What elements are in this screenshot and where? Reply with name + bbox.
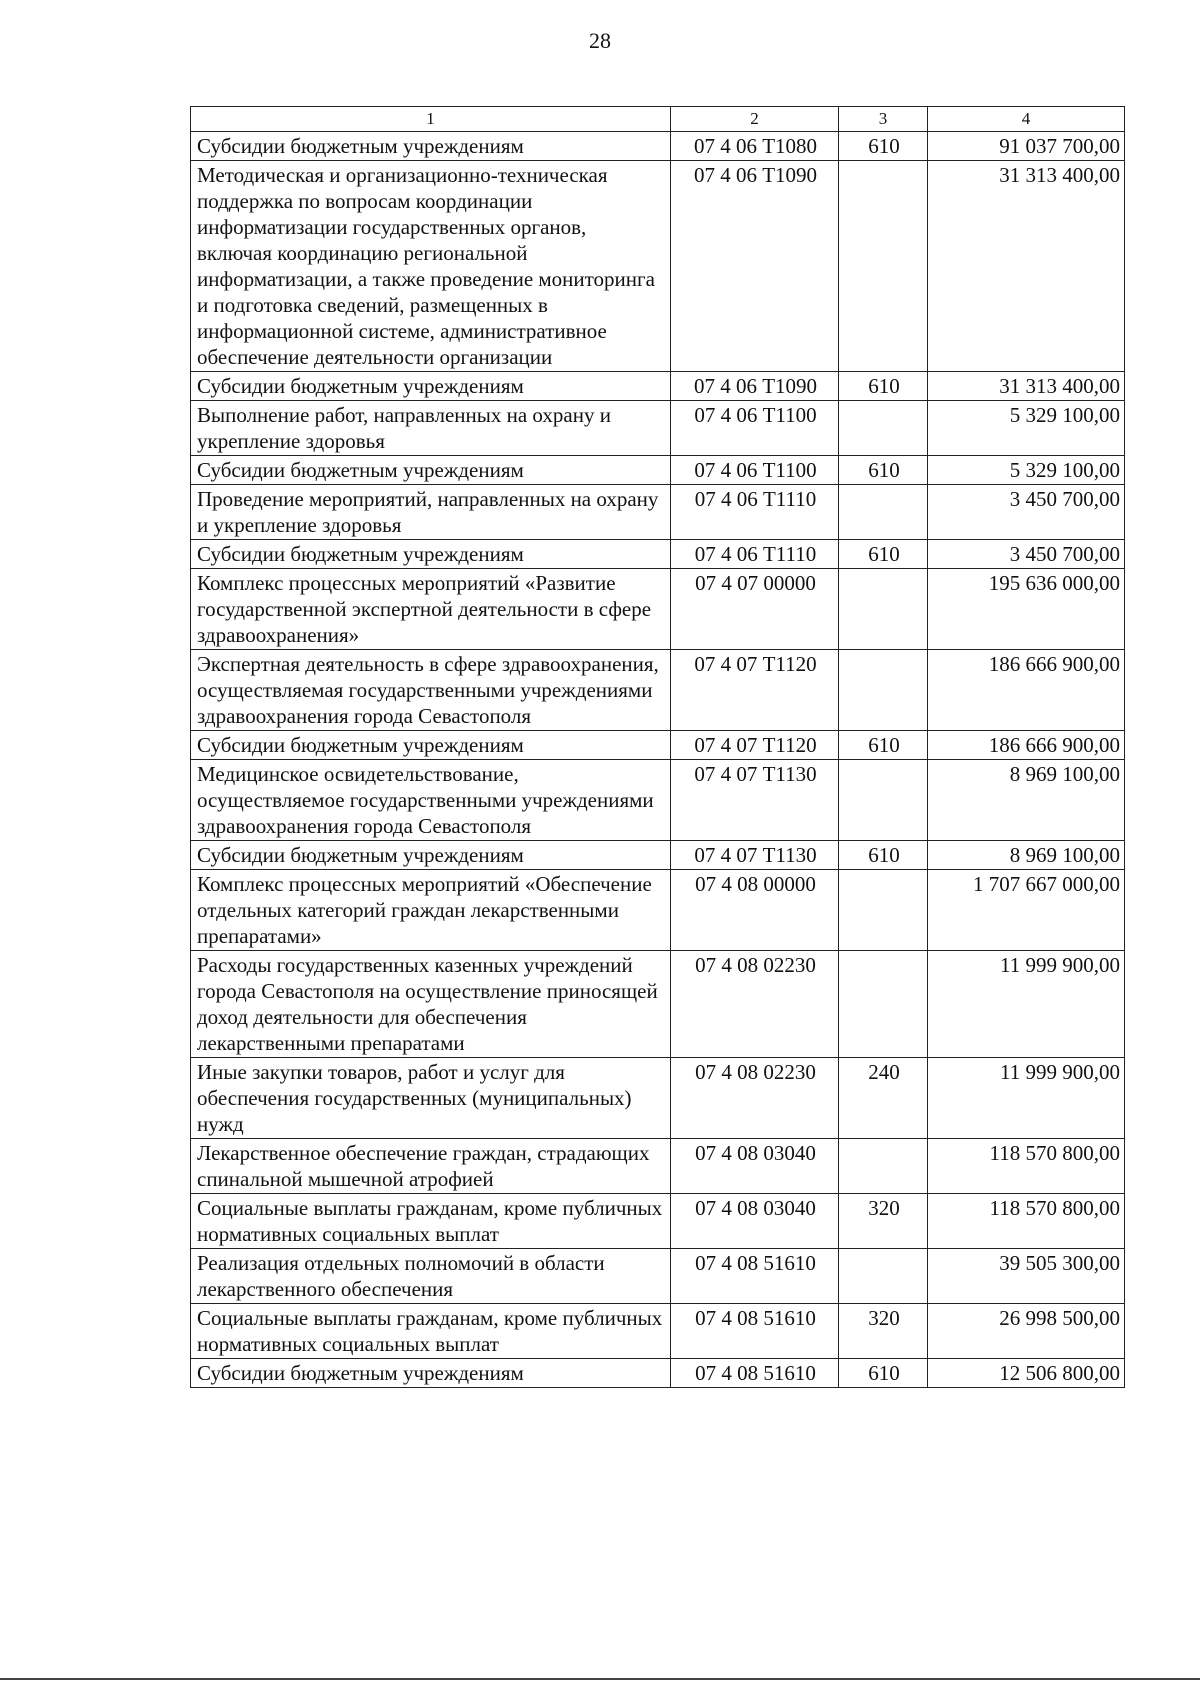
table-row	[191, 951, 1125, 1058]
name-cell: Субсидии бюджетным учреждениям	[191, 841, 671, 870]
code-cell: 07 4 06 Т1080	[671, 132, 839, 161]
amount-cell: 8 969 100,00	[928, 760, 1125, 841]
expense-type-cell: 610	[839, 132, 928, 161]
code-cell: 07 4 06 Т1110	[671, 485, 839, 540]
expense-type-cell	[839, 401, 928, 456]
table-row	[191, 485, 1125, 540]
expense-type-cell: 610	[839, 1359, 928, 1388]
name-cell: Реализация отдельных полномочий в области лекарственного обеспечения	[191, 1249, 671, 1304]
table-row	[191, 650, 1125, 731]
budget-table	[190, 106, 1125, 1388]
expense-type-cell	[839, 1139, 928, 1194]
code-cell: 07 4 08 02230	[671, 951, 839, 1058]
table-row	[191, 132, 1125, 161]
amount-cell: 39 505 300,00	[928, 1249, 1125, 1304]
amount-cell: 3 450 700,00	[928, 485, 1125, 540]
code-cell: 07 4 07 Т1130	[671, 760, 839, 841]
code-cell: 07 4 08 51610	[671, 1304, 839, 1359]
amount-cell: 26 998 500,00	[928, 1304, 1125, 1359]
code-cell: 07 4 07 Т1130	[671, 841, 839, 870]
table-row	[191, 1139, 1125, 1194]
table-row	[191, 731, 1125, 760]
name-cell: Субсидии бюджетным учреждениям	[191, 731, 671, 760]
code-cell: 07 4 06 Т1110	[671, 540, 839, 569]
amount-cell: 11 999 900,00	[928, 1058, 1125, 1139]
amount-cell: 31 313 400,00	[928, 372, 1125, 401]
expense-type-cell: 320	[839, 1304, 928, 1359]
amount-cell: 1 707 667 000,00	[928, 870, 1125, 951]
amount-cell: 11 999 900,00	[928, 951, 1125, 1058]
expense-type-cell	[839, 951, 928, 1058]
amount-cell: 118 570 800,00	[928, 1194, 1125, 1249]
name-cell: Экспертная деятельность в сфере здравоохранения, осуществляемая государственными учреждениями здравоохранения города Севастополя	[191, 650, 671, 731]
name-cell: Субсидии бюджетным учреждениям	[191, 540, 671, 569]
expense-type-cell: 320	[839, 1194, 928, 1249]
code-cell: 07 4 08 03040	[671, 1139, 839, 1194]
code-cell: 07 4 06 Т1100	[671, 456, 839, 485]
name-cell: Социальные выплаты гражданам, кроме публичных нормативных социальных выплат	[191, 1304, 671, 1359]
expense-type-cell: 610	[839, 731, 928, 760]
code-cell: 07 4 08 00000	[671, 870, 839, 951]
amount-cell: 5 329 100,00	[928, 401, 1125, 456]
name-cell: Субсидии бюджетным учреждениям	[191, 372, 671, 401]
expense-type-cell	[839, 1249, 928, 1304]
code-cell: 07 4 08 03040	[671, 1194, 839, 1249]
name-cell: Комплекс процессных мероприятий «Развитие государственной экспертной деятельности в сфере здравоохранения»	[191, 569, 671, 650]
header-cell-2: 2	[671, 107, 839, 132]
name-cell: Субсидии бюджетным учреждениям	[191, 456, 671, 485]
expense-type-cell	[839, 569, 928, 650]
name-cell: Методическая и организационно-техническая поддержка по вопросам координации информатизации государственных органов, включая координацию региональной информатизации, а также проведение мониторинга и подготовка сведений, размещенных в информационной системе, административное обеспечение деятельности организации	[191, 161, 671, 372]
expense-type-cell	[839, 485, 928, 540]
expense-type-cell	[839, 760, 928, 841]
code-cell: 07 4 07 Т1120	[671, 650, 839, 731]
code-cell: 07 4 06 Т1090	[671, 372, 839, 401]
table-row	[191, 161, 1125, 372]
table-row	[191, 841, 1125, 870]
name-cell: Иные закупки товаров, работ и услуг для обеспечения государственных (муниципальных) нужд	[191, 1058, 671, 1139]
amount-cell: 186 666 900,00	[928, 650, 1125, 731]
expense-type-cell: 610	[839, 540, 928, 569]
expense-type-cell: 610	[839, 841, 928, 870]
scan-bottom-edge	[0, 1678, 1200, 1680]
amount-cell: 12 506 800,00	[928, 1359, 1125, 1388]
table-row	[191, 1058, 1125, 1139]
expense-type-cell	[839, 650, 928, 731]
table-header-row	[191, 107, 1125, 132]
table-row	[191, 540, 1125, 569]
expense-type-cell	[839, 870, 928, 951]
page-number: 28	[589, 28, 611, 53]
name-cell: Субсидии бюджетным учреждениям	[191, 132, 671, 161]
amount-cell: 91 037 700,00	[928, 132, 1125, 161]
table-row	[191, 1249, 1125, 1304]
amount-cell: 3 450 700,00	[928, 540, 1125, 569]
code-cell: 07 4 08 51610	[671, 1249, 839, 1304]
amount-cell: 8 969 100,00	[928, 841, 1125, 870]
table-row	[191, 372, 1125, 401]
code-cell: 07 4 07 00000	[671, 569, 839, 650]
amount-cell: 31 313 400,00	[928, 161, 1125, 372]
amount-cell: 195 636 000,00	[928, 569, 1125, 650]
code-cell: 07 4 08 02230	[671, 1058, 839, 1139]
table-row	[191, 760, 1125, 841]
header-cell-1: 1	[191, 107, 671, 132]
code-cell: 07 4 06 Т1090	[671, 161, 839, 372]
table-row	[191, 1304, 1125, 1359]
table-row	[191, 401, 1125, 456]
expense-type-cell: 610	[839, 372, 928, 401]
header-cell-4: 4	[928, 107, 1125, 132]
amount-cell: 5 329 100,00	[928, 456, 1125, 485]
name-cell: Комплекс процессных мероприятий «Обеспечение отдельных категорий граждан лекарственными препаратами»	[191, 870, 671, 951]
code-cell: 07 4 07 Т1120	[671, 731, 839, 760]
budget-table-wrapper	[190, 106, 1125, 1388]
table-row	[191, 870, 1125, 951]
name-cell: Расходы государственных казенных учреждений города Севастополя на осуществление приносящей доход деятельности для обеспечения лекарственными препаратами	[191, 951, 671, 1058]
table-row	[191, 1194, 1125, 1249]
expense-type-cell	[839, 161, 928, 372]
table-row	[191, 1359, 1125, 1388]
table-row	[191, 569, 1125, 650]
name-cell: Выполнение работ, направленных на охрану и укрепление здоровья	[191, 401, 671, 456]
name-cell: Социальные выплаты гражданам, кроме публичных нормативных социальных выплат	[191, 1194, 671, 1249]
expense-type-cell: 610	[839, 456, 928, 485]
name-cell: Медицинское освидетельствование, осуществляемое государственными учреждениями здравоохранения города Севастополя	[191, 760, 671, 841]
code-cell: 07 4 08 51610	[671, 1359, 839, 1388]
amount-cell: 186 666 900,00	[928, 731, 1125, 760]
name-cell: Субсидии бюджетным учреждениям	[191, 1359, 671, 1388]
code-cell: 07 4 06 Т1100	[671, 401, 839, 456]
header-cell-3: 3	[839, 107, 928, 132]
amount-cell: 118 570 800,00	[928, 1139, 1125, 1194]
table-row	[191, 456, 1125, 485]
name-cell: Проведение мероприятий, направленных на охрану и укрепление здоровья	[191, 485, 671, 540]
name-cell: Лекарственное обеспечение граждан, страдающих спинальной мышечной атрофией	[191, 1139, 671, 1194]
expense-type-cell: 240	[839, 1058, 928, 1139]
